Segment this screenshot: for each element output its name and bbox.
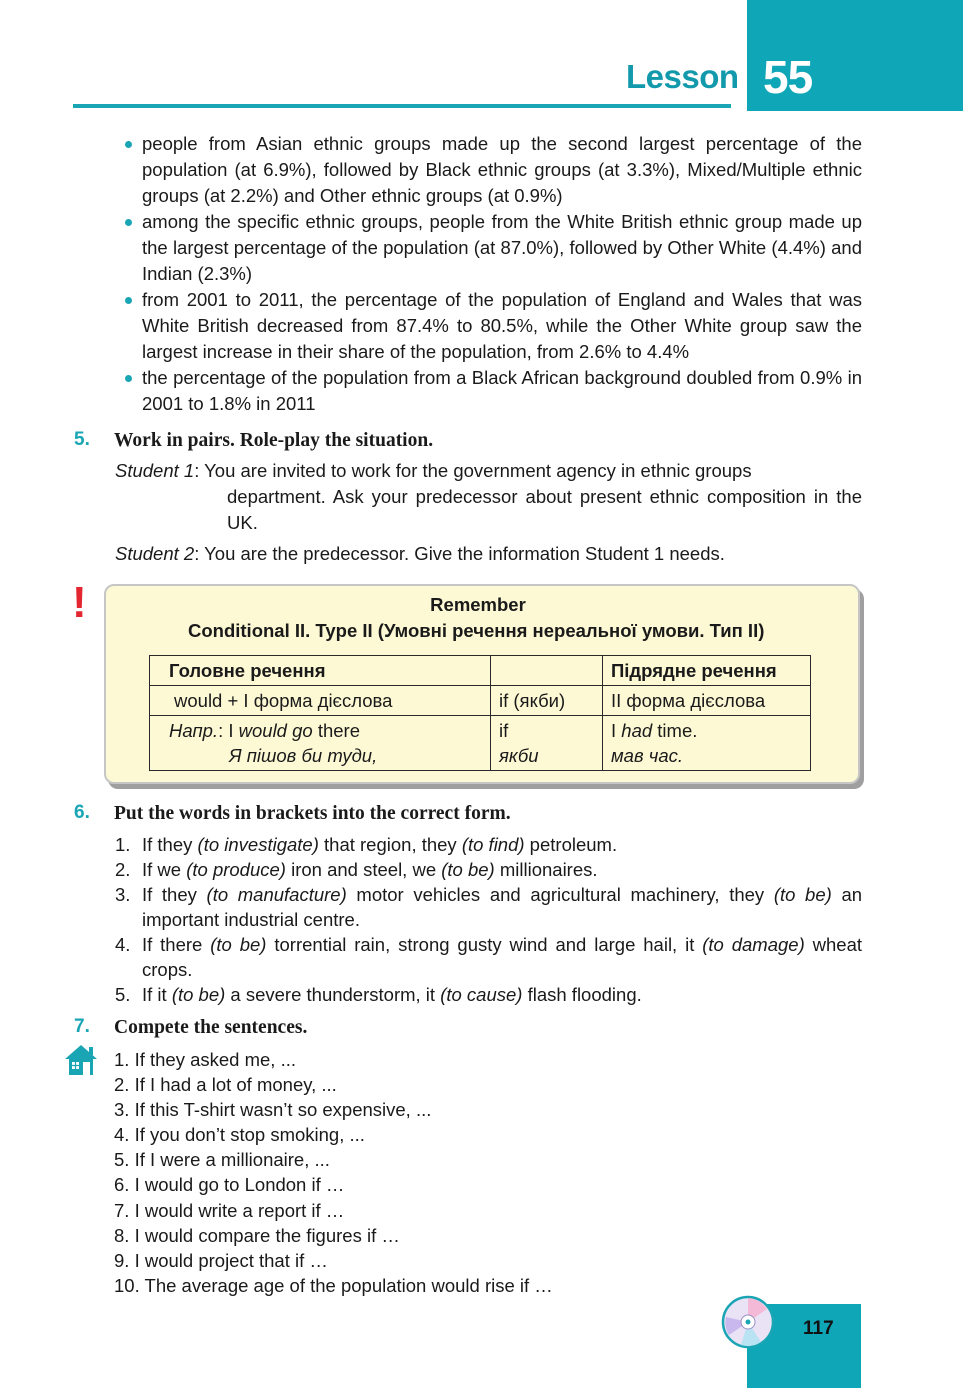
list-item: 1. If they asked me, ... bbox=[114, 1049, 297, 1070]
exercise-7-number: 7. bbox=[74, 1016, 90, 1037]
list-item: 5. If I were a millionaire, ... bbox=[114, 1149, 330, 1171]
table-cell: would + I форма дієслова bbox=[150, 686, 491, 716]
student-2-role bbox=[115, 541, 862, 567]
lesson-number: 55 bbox=[763, 51, 813, 103]
example-sub-clause: I had time. bbox=[611, 720, 698, 741]
table-header-cell: Головне речення bbox=[150, 656, 491, 686]
cd-icon bbox=[721, 1295, 775, 1349]
example-main-translation: Я пішов би туди, bbox=[229, 745, 378, 766]
list-item: 5. If it (to be) a severe thunderstorm, it (to cause) flash flooding. bbox=[115, 984, 642, 1005]
student-1-role bbox=[115, 458, 862, 536]
remember-title: Remember bbox=[430, 594, 526, 615]
list-item: 9. I would project that if … bbox=[114, 1249, 328, 1271]
student-2-label: Student 2 bbox=[115, 543, 195, 564]
bullet-item: from 2001 to 2011, the percentage of the population of England and Wales that was White British decreased from 87.4% to 80.5%, while the Other White group saw the largest increase in their share of the population, from 2.6% to 4.4% bbox=[124, 287, 862, 365]
table-row bbox=[150, 686, 811, 716]
list-item: 2. If we (to produce) iron and steel, we (to be) millionaires. bbox=[115, 859, 598, 880]
house-icon bbox=[64, 1043, 98, 1077]
bullet-dot-icon bbox=[125, 375, 132, 382]
table-header-cell bbox=[491, 656, 603, 686]
example-main-clause: Напр.: I would go there bbox=[169, 720, 360, 741]
exercise-6-title: Put the words in brackets into the correct form. bbox=[114, 803, 511, 824]
list-item: 7. I would write a report if … bbox=[114, 1199, 345, 1221]
table-header-row bbox=[150, 656, 811, 686]
lesson-label: Lesson bbox=[626, 58, 739, 95]
list-item: 3. If this T-shirt wasn’t so expensive, ... bbox=[114, 1099, 432, 1121]
bullet-item: among the specific ethnic groups, people from the White British ethnic group made up the largest percentage of the population (at 87.0%), followed by Other White (4.4%) and Indian (2.3%) bbox=[124, 209, 862, 287]
list-item: 4. If you don’t stop smoking, ... bbox=[114, 1124, 365, 1146]
list-item: 10. The average age of the population would rise if … bbox=[114, 1274, 553, 1296]
grammar-table bbox=[149, 655, 811, 771]
bullet-dot-icon bbox=[125, 141, 132, 148]
exercise-6-list bbox=[115, 832, 862, 1007]
exercise-7-list bbox=[114, 1047, 553, 1298]
student-2-text: : You are the predecessor. Give the information Student 1 needs. bbox=[194, 543, 725, 564]
exercise-7-title: Compete the sentences. bbox=[114, 1017, 308, 1038]
table-cell bbox=[150, 716, 491, 771]
table-cell: II форма дієслова bbox=[603, 686, 811, 716]
table-cell bbox=[603, 716, 811, 771]
bullet-item: the percentage of the population from a Black African background doubled from 0.9% in 2001 to 1.8% in 2011 bbox=[124, 365, 862, 417]
bullet-dot-icon bbox=[125, 297, 132, 304]
student-1-line: : You are invited to work for the government agency in ethnic groups bbox=[194, 460, 752, 481]
table-cell: if (якби) bbox=[491, 686, 603, 716]
exercise-5-number: 5. bbox=[74, 429, 90, 450]
bullet-list bbox=[124, 131, 862, 417]
page-number: 117 bbox=[803, 1318, 834, 1339]
exercise-5-title: Work in pairs. Role-play the situation. bbox=[114, 430, 434, 451]
list-item: 1. If they (to investigate) that region, they (to find) petroleum. bbox=[115, 834, 618, 855]
table-row bbox=[150, 716, 811, 771]
remember-box bbox=[104, 584, 860, 784]
table-cell: if якби bbox=[491, 716, 603, 771]
exercise-6-number: 6. bbox=[74, 802, 90, 823]
student-1-continuation: department. Ask your predecessor about present ethnic composition in the UK. bbox=[227, 486, 862, 533]
table-header-cell: Підрядне речення bbox=[603, 656, 811, 686]
list-item: 3. If they (to manufacture) motor vehicles and agricultural machinery, they (to be) an important industrial centre. bbox=[115, 884, 863, 930]
exclamation-icon: ! bbox=[72, 578, 87, 627]
student-1-label: Student 1 bbox=[115, 460, 195, 481]
remember-subtitle: Conditional II. Type II (Умовні речення нереальної умови. Тип II) bbox=[188, 620, 765, 641]
lesson-number-box bbox=[747, 0, 963, 111]
list-item: 6. I would go to London if … bbox=[114, 1174, 345, 1196]
example-sub-translation: мав час. bbox=[611, 745, 684, 766]
header-rule bbox=[73, 104, 731, 108]
list-item: 4. If there (to be) torrential rain, strong gusty wind and large hail, it (to damage) wheat crops. bbox=[115, 934, 862, 980]
list-item: 8. I would compare the figures if … bbox=[114, 1224, 400, 1246]
bullet-item: people from Asian ethnic groups made up the second largest percentage of the population (at 6.9%), followed by Black ethnic groups (at 3.3%), Mixed/Multiple ethnic groups (at 2.2%) and Other ethnic groups (at 0.9%) bbox=[124, 131, 862, 209]
bullet-dot-icon bbox=[125, 219, 132, 226]
list-item: 2. If I had a lot of money, ... bbox=[114, 1074, 337, 1096]
